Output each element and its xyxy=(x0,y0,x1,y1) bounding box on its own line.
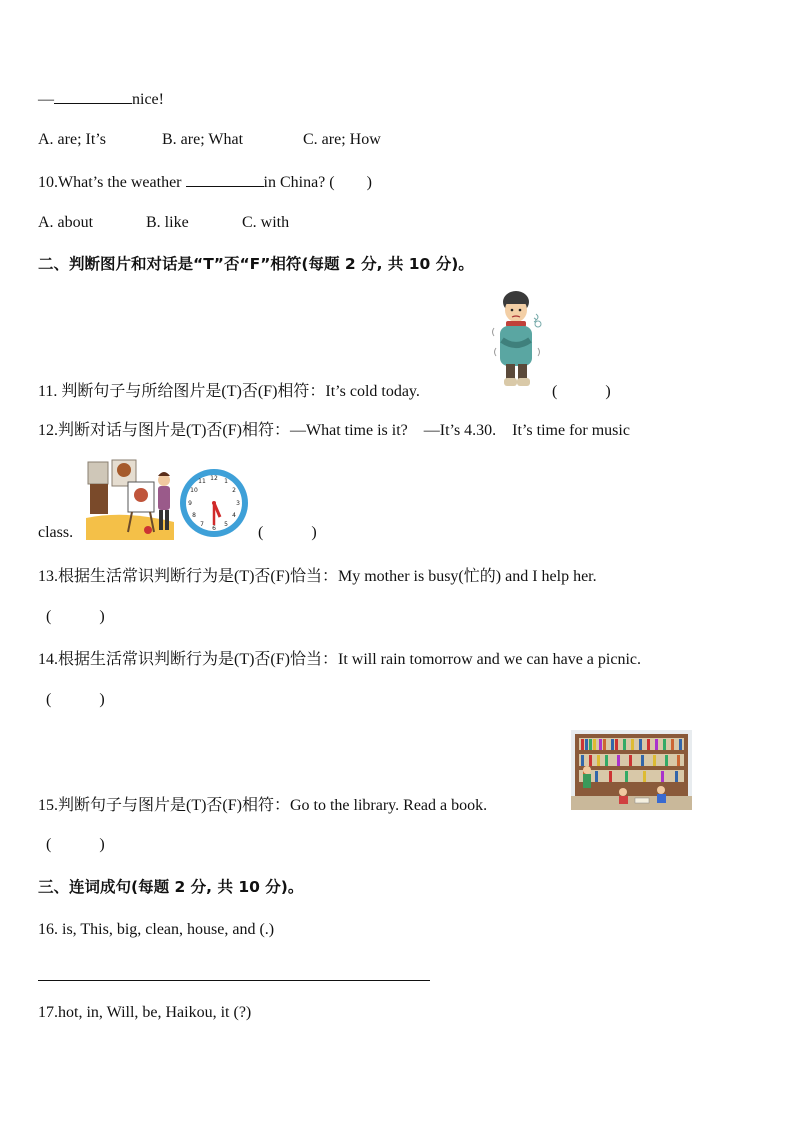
svg-text:3: 3 xyxy=(236,500,240,507)
answer-paren[interactable]: ( ) xyxy=(329,174,372,191)
answer-blank[interactable] xyxy=(54,88,132,104)
options-q9 xyxy=(38,130,381,150)
svg-text:8: 8 xyxy=(192,512,196,519)
answer-paren[interactable]: ( ) xyxy=(552,383,611,400)
svg-text:7: 7 xyxy=(200,521,204,528)
question-11-text: 11. 判断句子与所给图片是(T)否(F)相符：It’s cold today. xyxy=(38,383,420,400)
question-16: 16. is, This, big, clean, house, and (.) xyxy=(38,921,275,938)
question-10-text: 10.What’s the weather xyxy=(38,174,182,191)
section-heading-3: 三、连词成句(每题 2 分, 共 10 分)。 xyxy=(38,878,304,896)
option-b[interactable]: B. are; What xyxy=(162,131,244,148)
answer-line[interactable] xyxy=(38,980,430,981)
question-14: 14.根据生活常识判断行为是(T)否(F)恰当：It will rain tomorrow and we can have a picnic. xyxy=(38,651,641,668)
cold-boy-illustration xyxy=(490,288,548,398)
svg-text:6: 6 xyxy=(212,525,216,532)
option-a[interactable]: A. about xyxy=(38,214,94,231)
question-15: 15.判断句子与图片是(T)否(F)相符：Go to the library. Read a book. xyxy=(38,797,488,814)
svg-text:12: 12 xyxy=(210,475,218,482)
question-11 xyxy=(38,382,420,402)
svg-text:9: 9 xyxy=(188,500,192,507)
option-b[interactable]: B. like xyxy=(146,214,189,231)
answer-blank[interactable] xyxy=(186,171,264,187)
options-q10 xyxy=(38,213,289,233)
question-17: 17.hot, in, Will, be, Haikou, it (?) xyxy=(38,1004,252,1021)
option-c[interactable]: C. are; How xyxy=(303,131,381,148)
library-illustration xyxy=(571,730,692,810)
svg-text:10: 10 xyxy=(190,487,198,494)
clock-icon xyxy=(178,467,250,539)
line-answer-fragment xyxy=(38,88,164,110)
svg-text:4: 4 xyxy=(232,512,236,519)
answer-paren[interactable]: ( ) xyxy=(258,524,317,541)
option-c[interactable]: C. with xyxy=(242,214,290,231)
question-12: 12.判断对话与图片是(T)否(F)相符：—What time is it? —It’s 4.30. It’s time for music xyxy=(38,422,630,439)
art-class-illustration xyxy=(84,458,176,540)
section-heading-2: 二、判断图片和对话是“T”否“F”相符(每题 2 分, 共 10 分)。 xyxy=(38,255,474,273)
svg-text:5: 5 xyxy=(224,521,228,528)
question-10 xyxy=(38,171,372,193)
svg-text:11: 11 xyxy=(198,478,206,485)
answer-paren[interactable]: ( ) xyxy=(46,836,105,853)
dash: — xyxy=(38,91,54,108)
svg-text:1: 1 xyxy=(224,478,228,485)
question-12-continued: class. xyxy=(38,524,74,541)
answer-paren[interactable]: ( ) xyxy=(46,608,105,625)
fragment-text: nice! xyxy=(132,91,164,108)
question-13: 13.根据生活常识判断行为是(T)否(F)恰当：My mother is busy(忙的) and I help her. xyxy=(38,568,597,585)
svg-text:2: 2 xyxy=(232,487,236,494)
option-a[interactable]: A. are; It’s xyxy=(38,131,106,148)
question-10-tail: in China? xyxy=(263,174,326,191)
answer-paren[interactable]: ( ) xyxy=(46,691,105,708)
